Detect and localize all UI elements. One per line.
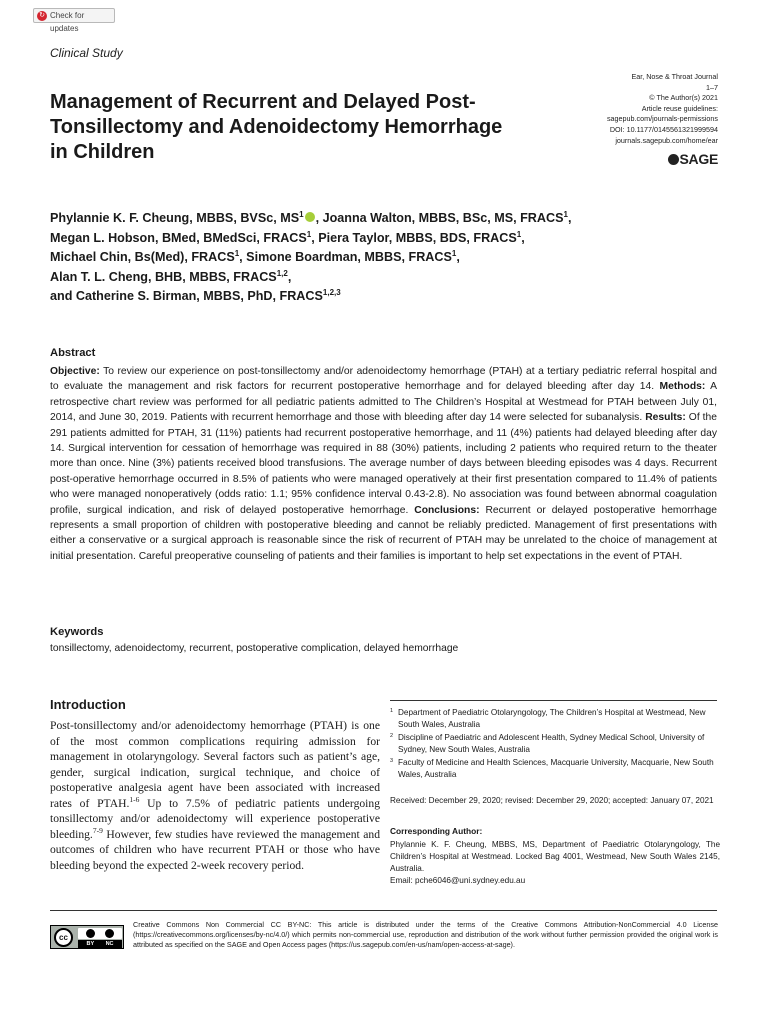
author-name: Simone Boardman, MBBS, FRACS: [246, 250, 452, 265]
section-label: Clinical Study: [50, 46, 123, 60]
abstract-body: [50, 364, 717, 564]
publisher-name: SAGE: [679, 151, 718, 167]
intro-text: Post-tonsillectomy and/or adenoidectomy hemorrhage (PTAH) is one of the most common complications requiring admission for management in otolaryngology. Several factors such as patient’s age, gender, surgical indication, surgical technique, and choice of postoperative analgesia agent have been associated with increased rates of PTAH.: [50, 719, 380, 810]
orcid-icon[interactable]: [305, 212, 315, 222]
check-for-updates-label: Check for updates: [50, 11, 85, 33]
cc-attribution-icons: [78, 928, 122, 939]
cc-icon: cc: [54, 928, 73, 947]
conclusions-label: Conclusions:: [414, 504, 480, 516]
author-affil: 1: [234, 249, 240, 258]
corresponding-author-text: Phylannie K. F. Cheung, MBBS, MS, Department of Paediatric Otolaryngology, The Children’s Hospital at Westmead. Locked Bag 4001, Westmead, New South Wales 2145, Australia.: [390, 840, 720, 874]
author-affil: 1: [299, 209, 304, 219]
keywords-heading: Keywords: [50, 626, 104, 638]
affiliation-text: Discipline of Paediatric and Adolescent Health, Sydney Medical School, University of Sydney, New South Wales, Australia: [398, 732, 705, 755]
affiliation-item: $^2$ Discipline of Paediatric and Adolescent Health, Sydney Medical School, University of Sydney, New South Wales, Australia: [390, 732, 705, 755]
objective-text: To review our experience on post-tonsillectomy and/or adenoidectomy hemorrhage (PTAH) at a tertiary pediatric referral hospital and to evaluate the management and risk factors for recurrent postoperative hemorrhage and for delayed bleeding after day 14.: [50, 366, 717, 393]
refresh-icon: ↻: [37, 11, 47, 21]
doi[interactable]: DOI: 10.1177/0145561321999594: [609, 124, 718, 134]
conclusions-text: Recurrent or delayed postoperative hemorrhage represents a small proportion of children with postoperative bleeding and cannot be reliably predicted. Management of first presentations with either a conservative or a surgical approach is reasonable since the risk of recurrent of PTAH may be unrelated to the choice of management at initial presentation. Careful preoperative counseling of patients and their families is important to help set expectations in the event of PTAH.: [50, 504, 717, 562]
intro-text: However, few studies have reviewed the management and outcomes of children who have recurrent PTAH or those who have bleeding beyond the expected 2-week recovery period.: [50, 827, 380, 872]
keywords-text: tonsillectomy, adenoidectomy, recurrent, postoperative complication, delayed hemorrhage: [50, 643, 459, 654]
journal-copyright: © The Author(s) 2021: [649, 93, 718, 103]
author-name: Joanna Walton, MBBS, BSc, MS, FRACS: [322, 211, 564, 225]
introduction-body: [50, 718, 380, 873]
sage-mark-icon: [668, 154, 679, 165]
citation[interactable]: 1-6: [129, 794, 140, 804]
author-affil: 1: [451, 249, 457, 258]
cc-by-label: BY: [86, 941, 95, 947]
cc-nc-label: NC: [105, 941, 114, 947]
objective-label: Objective:: [50, 366, 100, 377]
affiliation-item: $^3$ Faculty of Medicine and Health Sciences, Macquarie University, Macquarie, New South Wales, Australia: [390, 757, 714, 780]
intro-text: Up to 7.5% of pediatric patients undergoing tonsillectomy and/or adenoidectomy will experience postoperative bleeding.: [50, 796, 380, 841]
author-joiner: and: [50, 289, 73, 304]
author-name: Piera Taylor, MBBS, BDS, FRACS: [318, 230, 517, 245]
author-name: Catherine S. Birman, MBBS, PhD, FRACS: [75, 289, 323, 304]
received-dates: Received: December 29, 2020; revised: December 29, 2020; accepted: January 07, 2021: [390, 796, 714, 805]
author-list: Phylannie K. F. Cheung, MBBS, BVSc, $MS^1$ , Joanna Walton, MBBS, BSc, MS, FRACS$^1$, Megan L. Hobson, BMed, BMedSci, FRACS$^1$, Piera Taylor, MBBS, BDS, FRACS$^1$, Michael Chin, Bs(Med), FRACS$^1$, Simone Boardman, MBBS, FRACS$^1$, Alan T. L. Cheng, BHB, MBBS, FRACS$^{1,2}$, and Catherine S. Birman, MBBS, PhD, FRACS$^{1,2,3}$: [50, 209, 572, 304]
check-for-updates-badge[interactable]: [33, 8, 115, 33]
corresponding-author-email[interactable]: Email: pche6046@uni.sydney.edu.au: [390, 876, 526, 886]
by-icon: [86, 929, 95, 938]
affiliation-text: Department of Paediatric Otolaryngology, The Children’s Hospital at Westmead, New South Wales, Australia: [398, 708, 706, 730]
journal-home-link[interactable]: journals.sagepub.com/home/ear: [615, 135, 718, 145]
methods-label: Methods:: [659, 381, 706, 393]
license-text: Creative Commons Non Commercial CC BY-NC: This article is distributed under the terms of the Creative Commons Attribution-NonCommercial 4.0 License (https://creativecommons.org/licenses/by-nc/4.0/) which permits non-commercial use, reproduction and distribution of the work without further permission provided the original work is attributed as specified on the SAGE and Open Access pages (https://us.sagepub.com/en-us/nam/open-access-at-sage).: [133, 920, 718, 950]
affiliation-item: $^1$ Department of Paediatric Otolaryngology, The Children’s Hospital at Westmead, New South Wales, Australia: [390, 708, 706, 730]
abstract-heading: Abstract: [50, 347, 96, 359]
results-text: Of the 291 patients admitted for PTAH, 31 (11%) patients had recurrent postoperative hemorrhage, and 11 (4%) patients had delayed bleeding after day 14. Surgical intervention for cessation of hemorrhage was required in 88 (30%) patients, including 2 patients who required return to the theater more than once. Nine (3%) patients received blood transfusions. The average number of days between bleeding episodes was 4 days. Recurrent post-operative hemorrhage occurred in 8.5% of patients who were managed operatively at their first presentation compared to 11.4% of patients who were managed nonoperatively (odds ratio: 1.1; 95% confidence interval 0.43-2.8). No association was found between abnormal coagulation profile, surgical indication, and risk of delayed postoperative hemorrhage.: [50, 412, 717, 516]
citation[interactable]: 7-9: [92, 825, 103, 835]
corresponding-author: [390, 839, 720, 887]
permissions-link[interactable]: sagepub.com/journals-permissions: [606, 114, 718, 124]
journal-info: [548, 72, 718, 146]
affiliations: [390, 707, 720, 781]
author-affil: 1: [563, 209, 568, 219]
methods-text: A retrospective chart review was performed for all pediatric patients admitted to The Children’s Hospital at Westmead for PTAH between July 01, 2014, and June 30, 2019. Patients with recurrent hemorrhage and those with bleeding after day 14 were selected for subanalysis.: [50, 381, 717, 424]
journal-reuse: Article reuse guidelines:: [641, 103, 718, 113]
sage-logo: [668, 151, 718, 167]
corresponding-author-heading: Corresponding Author:: [390, 826, 483, 836]
cc-license-label: [78, 940, 122, 948]
author-name: Alan T. L. Cheng, BHB, MBBS, FRACS: [50, 269, 277, 284]
journal-pages: 1–7: [706, 82, 718, 92]
author-affil: 1,2,3: [322, 288, 341, 298]
author-name: Megan L. Hobson, BMed, BMedSci, FRACS: [50, 230, 307, 245]
affiliation-text: Faculty of Medicine and Health Sciences, Macquarie University, Macquarie, New South Wales, Australia: [398, 757, 714, 780]
affiliations-divider: [390, 700, 717, 701]
author-name: Michael Chin, Bs(Med), FRACS: [50, 250, 235, 265]
cc-by-nc-badge[interactable]: [50, 925, 124, 949]
author-affil: 1: [516, 229, 522, 239]
author-affil: 1: [306, 229, 312, 239]
introduction-heading: Introduction: [50, 697, 126, 712]
author-name: Phylannie K. F. Cheung, MBBS, BVSc, MS: [50, 211, 300, 225]
results-label: Results:: [645, 412, 686, 424]
nc-icon: [105, 929, 114, 938]
footer-divider: [50, 910, 717, 911]
article-title: Management of Recurrent and Delayed Post-Tonsillectomy and Adenoidectomy Hemorrhage in Children: [50, 91, 503, 163]
journal-name: Ear, Nose & Throat Journal: [631, 72, 718, 81]
author-affil: 1,2: [276, 268, 288, 278]
